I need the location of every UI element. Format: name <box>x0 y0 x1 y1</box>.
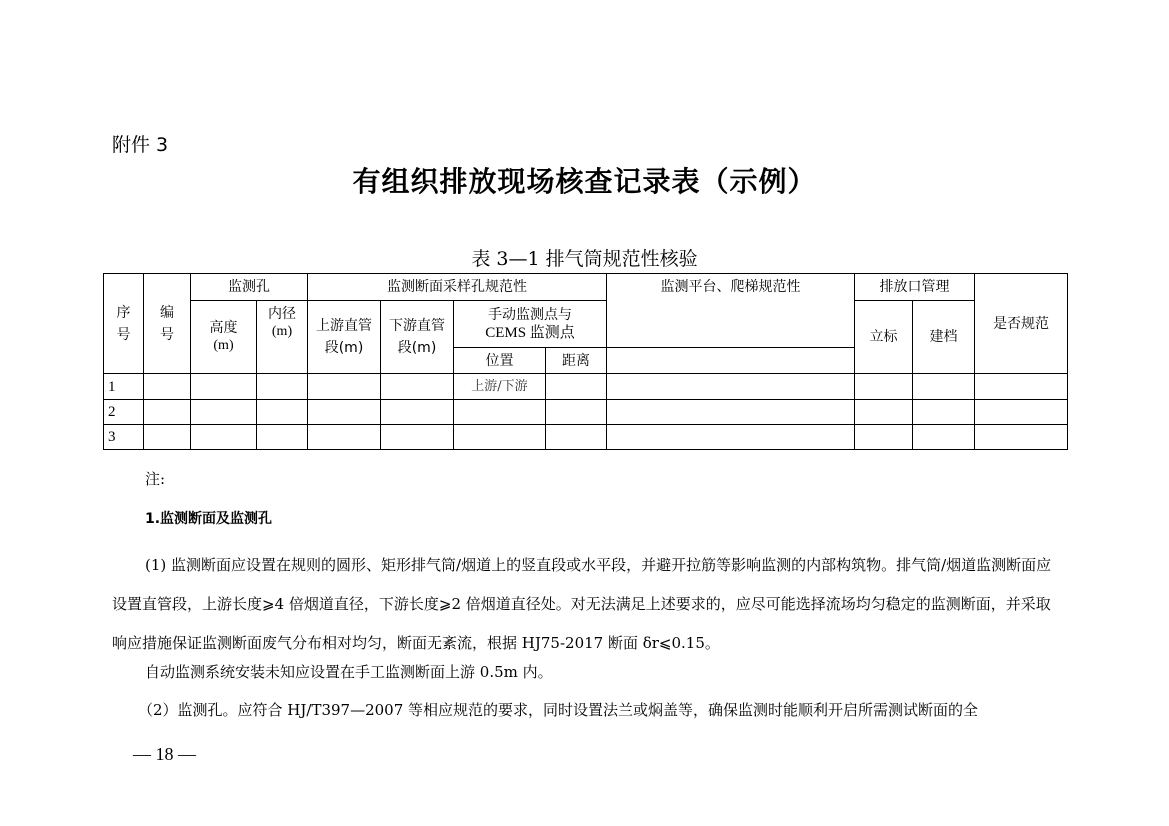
cell <box>913 374 975 400</box>
table-row <box>104 374 1068 400</box>
notes-paragraph-2: 自动监测系统安装未知应设置在手工监测断面上游 0.5m 内。 <box>145 663 553 681</box>
cell <box>975 374 1068 400</box>
notes-label: 注: <box>145 470 166 488</box>
header-height-unit: (m) <box>213 338 234 353</box>
cell <box>913 400 975 425</box>
cell <box>913 425 975 450</box>
header-outlet: 排放口管理 <box>855 274 975 301</box>
table-row <box>104 425 1068 450</box>
cell <box>855 425 913 450</box>
header-distance: 距离 <box>546 348 607 374</box>
cell <box>191 400 257 425</box>
header-platform-cont <box>607 348 855 374</box>
notes-paragraph-3: （2）监测孔。应符合 HJ/T397—2007 等相应规范的要求，同时设置法兰或焖盖等，确保监测时能顺利开启所需测试断面的全 <box>138 701 979 719</box>
page-number: — 18 — <box>133 744 196 764</box>
row-position: 上游/下游 <box>454 374 546 400</box>
header-diameter <box>257 301 308 374</box>
cell <box>308 425 381 450</box>
header-section: 监测断面采样孔规范性 <box>308 274 607 301</box>
header-seq: 序号 <box>104 274 144 374</box>
cell <box>257 425 308 450</box>
table-caption: 表 3—1 排气筒规范性核验 <box>471 248 698 270</box>
cell <box>607 400 855 425</box>
header-id: 编号 <box>144 274 191 374</box>
header-manual-point <box>454 301 607 348</box>
notes-heading: 1.监测断面及监测孔 <box>145 511 273 527</box>
notes-paragraph-1: (1) 监测断面应设置在规则的圆形、矩形排气筒/烟道上的竖直段或水平段，并避开拉筋等影响监测的内部构筑物。排气筒/烟道监测断面应设置直管段，上游长度⩾4 倍烟道直径，下游长度⩾2 倍烟道直径处。对无法满足上述要求的，应尽可能选择流场均匀稳定的监测断面，并采取响应措施保证监测断面废气分布相对均匀，断面无紊流，根据 HJ75-2017 断面 δr⩽0.15。 <box>112 556 1052 652</box>
cell <box>191 425 257 450</box>
cell <box>975 425 1068 450</box>
attachment-label: 附件 3 <box>112 134 169 156</box>
cell <box>308 374 381 400</box>
cell <box>144 374 191 400</box>
cell <box>607 374 855 400</box>
row-position <box>454 400 546 425</box>
cell <box>308 400 381 425</box>
row-position <box>454 425 546 450</box>
row-seq: 1 <box>104 374 144 400</box>
cell <box>546 374 607 400</box>
cell <box>546 400 607 425</box>
header-diameter-unit: (m) <box>271 324 293 339</box>
page-title: 有组织排放现场核查记录表（示例） <box>352 165 817 198</box>
header-manual-point-line2: CEMS 监测点 <box>485 325 575 341</box>
cell <box>381 374 454 400</box>
header-monitor-hole: 监测孔 <box>191 274 308 301</box>
cell <box>855 400 913 425</box>
header-archive: 建档 <box>913 301 975 374</box>
table-row <box>104 400 1068 425</box>
header-downstream: 下游直管段(m) <box>381 301 454 374</box>
cell <box>607 425 855 450</box>
cell <box>381 400 454 425</box>
cell <box>855 374 913 400</box>
cell <box>144 400 191 425</box>
cell <box>975 400 1068 425</box>
header-compliant: 是否规范 <box>975 274 1068 374</box>
cell <box>381 425 454 450</box>
cell <box>144 425 191 450</box>
cell <box>546 425 607 450</box>
header-platform: 监测平台、爬梯规范性 <box>607 274 855 348</box>
header-diameter-label: 内径 <box>268 306 296 322</box>
cell <box>257 400 308 425</box>
header-height <box>191 301 257 374</box>
header-sign: 立标 <box>855 301 913 374</box>
header-position: 位置 <box>454 348 546 374</box>
row-seq: 2 <box>104 400 144 425</box>
cell <box>257 374 308 400</box>
header-upstream: 上游直管段(m) <box>308 301 381 374</box>
header-manual-point-line1: 手动监测点与 <box>488 307 572 323</box>
header-height-label: 高度 <box>209 320 238 336</box>
check-table <box>103 273 1068 450</box>
row-seq: 3 <box>104 425 144 450</box>
cell <box>191 374 257 400</box>
